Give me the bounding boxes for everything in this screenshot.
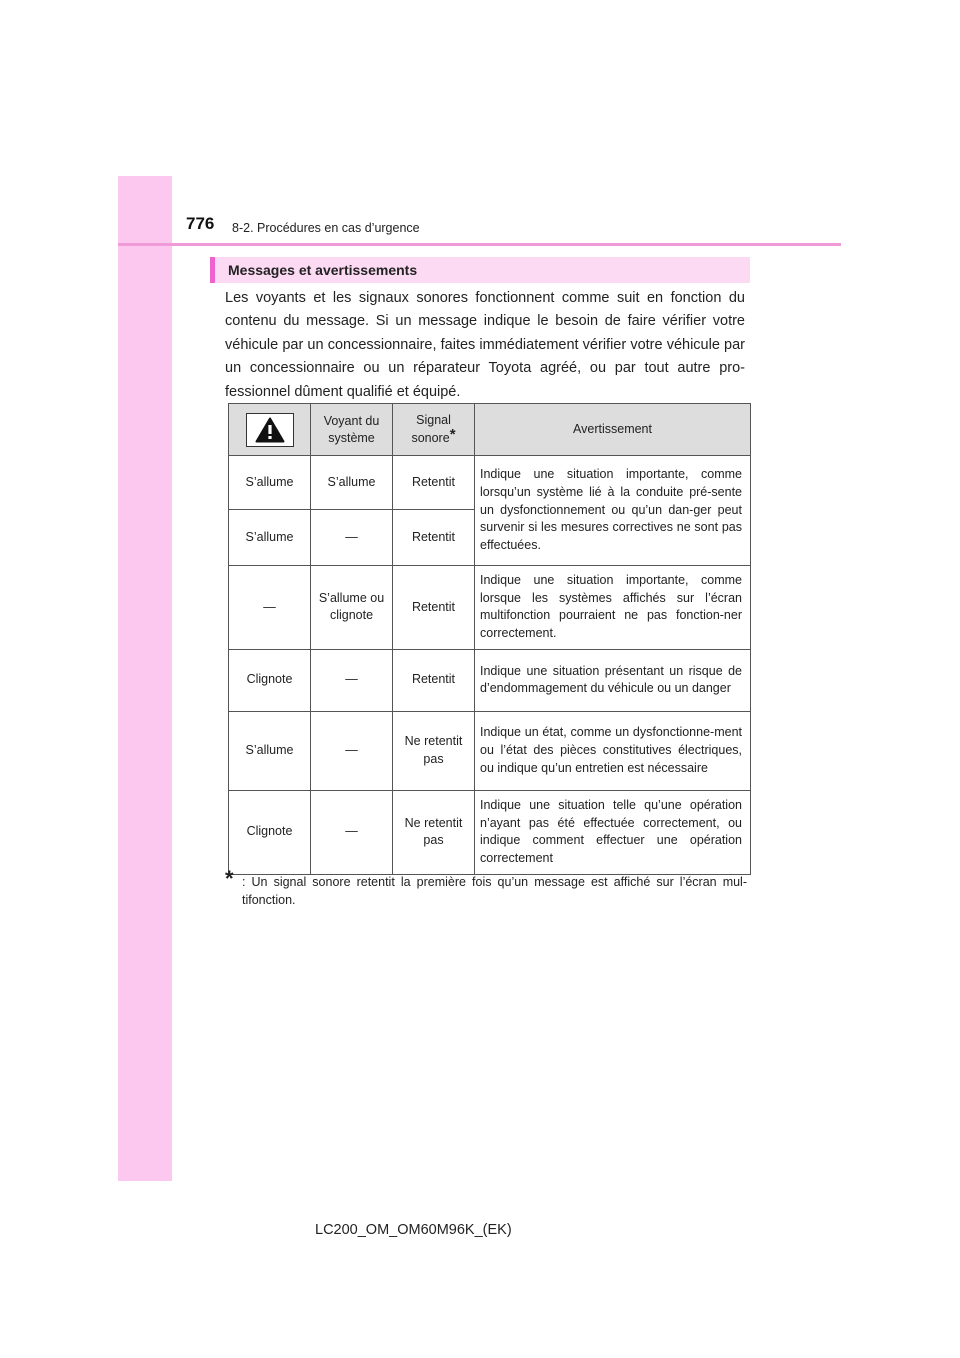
warning-triangle-icon xyxy=(246,413,294,447)
row-buzzer: Retentit xyxy=(393,456,475,510)
row-master-warning: — xyxy=(229,566,311,650)
intro-paragraph: Les voyants et les signaux sonores fonctionnent comme suit en fonction du contenu du message. Si un message indique le besoin de faire vérifier votre véhicule par un concessionnaire, faites immédiatement vérifier votre véhicule par un concessionnaire ou un réparateur Toyota agréé, ou par tout autre pro-fessionnel dûment qualifié et équipé. xyxy=(225,290,745,400)
header-buzzer-label: Signal sonore xyxy=(411,413,451,445)
header-divider xyxy=(118,243,841,246)
row-description: Indique un état, comme un dysfonctionne-ment ou l’état des pièces constitutives électriques, ou indique qu’un entretien est nécessaire xyxy=(475,711,751,790)
row-master-warning: Clignote xyxy=(229,790,311,874)
document-code: LC200_OM_OM60M96K_(EK) xyxy=(315,1222,512,1238)
row-system-light: S’allume ou clignote xyxy=(311,566,393,650)
header-warning: Avertissement xyxy=(475,404,751,456)
table-row xyxy=(229,566,751,650)
row-system-light: S’allume xyxy=(311,456,393,510)
row-master-warning: S’allume xyxy=(229,456,311,510)
table-row xyxy=(229,456,751,510)
section-title: Messages et avertissements xyxy=(228,262,418,278)
footnote-star: * xyxy=(225,866,234,891)
row-buzzer: Ne retentit pas xyxy=(393,790,475,874)
section-header xyxy=(210,257,750,283)
row-master-warning: Clignote xyxy=(229,649,311,711)
table-row xyxy=(229,649,751,711)
row-system-light: — xyxy=(311,790,393,874)
row-master-warning: S’allume xyxy=(229,711,311,790)
header-buzzer xyxy=(393,404,475,456)
sidebar-tab xyxy=(118,176,172,1181)
row-description: Indique une situation telle qu’une opération n’ayant pas été effectuée correctement, ou indique comment effectuer une opération correctement xyxy=(475,790,751,874)
footnote-text: : Un signal sonore retentit la première fois qu’un message est affiché sur l’écran mul-tifonction. xyxy=(242,875,747,907)
header-master-warning xyxy=(229,404,311,456)
table-row xyxy=(229,790,751,874)
header-system-light: Voyant du système xyxy=(311,404,393,456)
table-header-row xyxy=(229,404,751,456)
row-system-light: — xyxy=(311,510,393,566)
message-table xyxy=(228,403,751,875)
page-number: 776 xyxy=(186,214,215,233)
chapter-title: 8-2. Procédures en cas d’urgence xyxy=(232,221,420,235)
row-system-light: — xyxy=(311,649,393,711)
row-buzzer: Retentit xyxy=(393,566,475,650)
row-buzzer: Retentit xyxy=(393,649,475,711)
table-row xyxy=(229,711,751,790)
footnote xyxy=(225,866,747,909)
row-description: Indique une situation importante, comme lorsque les systèmes affichés sur l’écran multifonction pourraient ne pas fonction-ner correctement. xyxy=(475,566,751,650)
row-buzzer: Ne retentit pas xyxy=(393,711,475,790)
row-description: Indique une situation importante, comme lorsqu’un système lié à la conduite pré-sente un dysfonctionnement ou qu’un dan-ger peut survenir si les mesures correctives ne sont pas effectuées. xyxy=(475,456,751,566)
row-description: Indique une situation présentant un risque de d’endommagement du véhicule ou un danger xyxy=(475,649,751,711)
row-master-warning: S’allume xyxy=(229,510,311,566)
row-buzzer: Retentit xyxy=(393,510,475,566)
header-buzzer-star: * xyxy=(449,426,456,443)
row-system-light: — xyxy=(311,711,393,790)
